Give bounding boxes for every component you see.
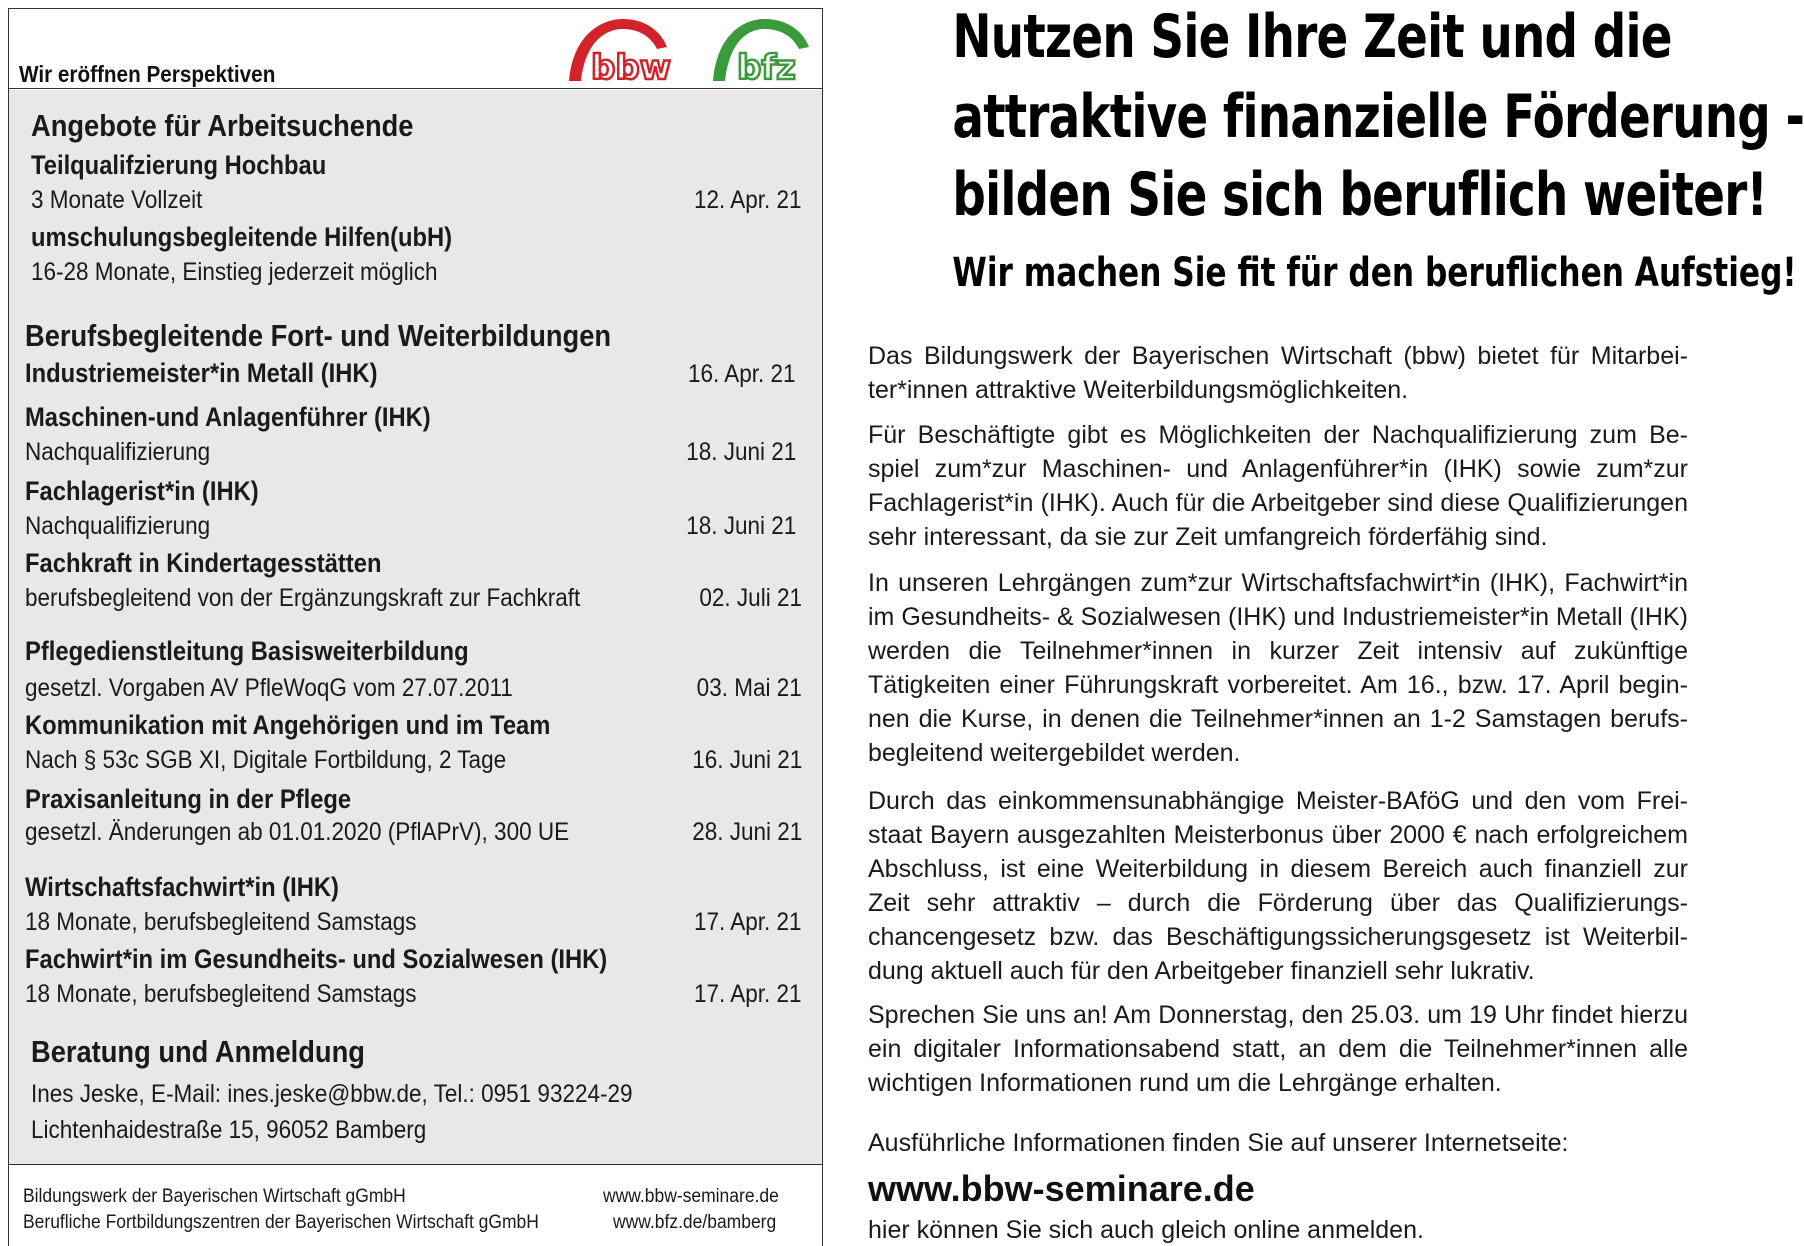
course-date: 17. Apr. 21 <box>694 980 802 1008</box>
footer-url-bbw[interactable]: www.bbw-seminare.de <box>603 1186 779 1207</box>
course-subtitle: Nachqualifizierung <box>25 512 211 540</box>
course-subtitle: 18 Monate, berufsbegleitend Samstags <box>25 908 417 936</box>
section-title-berufsbegleitend: Berufsbegleitende Fort- und Weiterbildungen <box>25 318 612 353</box>
footer-org-bfz: Berufliche Fortbildungszentren der Bayerischen Wirtschaft gGmbH <box>23 1212 539 1233</box>
headline-line-1: Nutzen Sie Ihre Zeit und die <box>952 2 1672 72</box>
course-title: Wirtschaftsfachwirt*in (IHK) <box>25 872 339 902</box>
course-date: 12. Apr. 21 <box>694 186 802 214</box>
course-subtitle: berufsbegleitend von der Ergänzungskraft zur Fachkraft <box>25 584 581 612</box>
bbw-logo-text: bbw <box>591 48 672 88</box>
article-column <box>860 0 1804 1246</box>
closing-line: hier können Sie sich auch gleich online anmelden. <box>868 1216 1424 1244</box>
course-title: Teilqualifzierung Hochbau <box>31 150 327 180</box>
headline-line-3: bilden Sie sich beruflich weiter! <box>952 160 1768 230</box>
course-subtitle: Nachqualifizierung <box>25 438 211 466</box>
course-title: Fachwirt*in im Gesundheits- und Sozialwesen (IHK) <box>25 944 608 974</box>
course-title: Maschinen-und Anlagenführer (IHK) <box>25 402 431 432</box>
subheadline: Wir machen Sie fit für den beruflichen Aufstieg! <box>952 250 1797 296</box>
bfz-logo-text: bfz <box>737 48 796 88</box>
bfz-logo <box>707 15 827 88</box>
course-title: umschulungsbegleitende Hilfen(ubH) <box>31 222 453 252</box>
paragraph-foerderung: Durch das einkommensunabhängige Meister-BAföG und den vom Freistaat Bayern ausgezahlten Meisterbonus über 2000 € nach erfolgreichem Abschluss, ist eine Weiterbildung in diesem Bereich auch finanziell zur Zeit sehr attraktiv – durch die Förderung über das Qualifizierungschancengesetz bzw. das Beschäftigungssicherungsgesetz ist Weiterbildung aktuell auch für den Arbeitgeber finanziell sehr lukrativ. <box>868 787 1688 985</box>
paragraph-lehrgaenge: In unseren Lehrgängen zum*zur Wirtschaftsfachwirt*in (IHK), Fachwirt*in im Gesundheits- & Sozialwesen (IHK) und Industriemeister*in Metall (IHK) werden die Teilnehmer*innen in kurzer Zeit intensiv auf zukünftige Tätigkeiten einer Führungskraft vorbereitet. Am 16., bzw. 17. April beginnen die Kurse, in denen die Teilnehmer*innen an 1-2 Samstagen berufsbegleitend weitergebildet werden. <box>868 569 1688 767</box>
address-line: Lichtenhaidestraße 15, 96052 Bamberg <box>31 1116 427 1144</box>
course-list <box>9 90 822 1165</box>
course-date: 28. Juni 21 <box>691 818 802 846</box>
course-subtitle: 18 Monate, berufsbegleitend Samstags <box>25 980 417 1008</box>
course-listing-box <box>8 8 823 1246</box>
paragraph-infoabend: Sprechen Sie uns an! Am Donnerstag, den 25.03. um 19 Uhr findet hierzu ein digitaler Informationsabend statt, an dem die Teilnehmer*innen alle wichtigen Informationen rund um die Lehrgänge erhalten. <box>868 1001 1688 1097</box>
course-title: Fachkraft in Kindertagesstätten <box>25 548 382 578</box>
bbw-logo <box>561 15 681 88</box>
section-title-beratung: Beratung und Anmeldung <box>31 1034 365 1069</box>
footer-url-bfz[interactable]: www.bfz.de/bamberg <box>613 1212 777 1233</box>
headline-line-2: attraktive finanzielle Förderung - <box>952 82 1804 152</box>
course-title: Praxisanleitung in der Pflege <box>25 784 352 814</box>
box-header <box>9 9 822 89</box>
course-date: 02. Juli 21 <box>699 584 802 612</box>
course-date: 16. Juni 21 <box>691 746 802 774</box>
course-title: Pflegedienstleitung Basisweiterbildung <box>25 636 469 666</box>
course-title: Kommunikation mit Angehörigen und im Team <box>25 710 551 740</box>
course-subtitle: gesetzl. Vorgaben AV PfleWoqG vom 27.07.2011 <box>25 674 513 702</box>
website-link[interactable]: www.bbw-seminare.de <box>868 1168 1255 1209</box>
course-date: 18. Juni 21 <box>685 438 796 466</box>
course-subtitle: 3 Monate Vollzeit <box>31 186 203 214</box>
tagline: Wir eröffnen Perspektiven <box>19 61 276 87</box>
paragraph-nachqualifizierung: Für Beschäftigte gibt es Möglichkeiten der Nachqualifizierung zum Bespiel zum*zur Maschinen- und Anlagenführer*in (IHK) sowie zum*zur Fachlagerist*in (IHK). Auch für die Arbeitgeber sind diese Qualifizierungen sehr interessant, da sie zur Zeit umfangreich förderfähig sind. <box>868 421 1688 551</box>
course-date: 03. Mai 21 <box>696 674 802 702</box>
contact-line: Ines Jeske, E-Mail: ines.jeske@bbw.de, Tel.: 0951 93224-29 <box>31 1080 633 1108</box>
course-subtitle: gesetzl. Änderungen ab 01.01.2020 (PflAPrV), 300 UE <box>25 818 570 846</box>
course-subtitle: 16-28 Monate, Einstieg jederzeit möglich <box>31 258 438 286</box>
section-title-arbeitsuchende: Angebote für Arbeitsuchende <box>31 108 414 143</box>
course-date: 18. Juni 21 <box>685 512 796 540</box>
course-date: 17. Apr. 21 <box>694 908 802 936</box>
course-date: 16. Apr. 21 <box>688 360 796 388</box>
course-title: Industriemeister*in Metall (IHK) <box>25 358 378 388</box>
info-line: Ausführliche Informationen finden Sie auf unserer Internetseite: <box>868 1129 1569 1157</box>
box-footer <box>9 1166 822 1246</box>
paragraph-intro: Das Bildungswerk der Bayerischen Wirtschaft (bbw) bietet für Mitarbeiter*innen attraktive Weiterbildungsmöglichkeiten. <box>868 342 1688 404</box>
course-subtitle: Nach § 53c SGB XI, Digitale Fortbildung, 2 Tage <box>25 746 507 774</box>
course-title: Fachlagerist*in (IHK) <box>25 476 259 506</box>
footer-org-bbw: Bildungswerk der Bayerischen Wirtschaft gGmbH <box>23 1186 406 1207</box>
